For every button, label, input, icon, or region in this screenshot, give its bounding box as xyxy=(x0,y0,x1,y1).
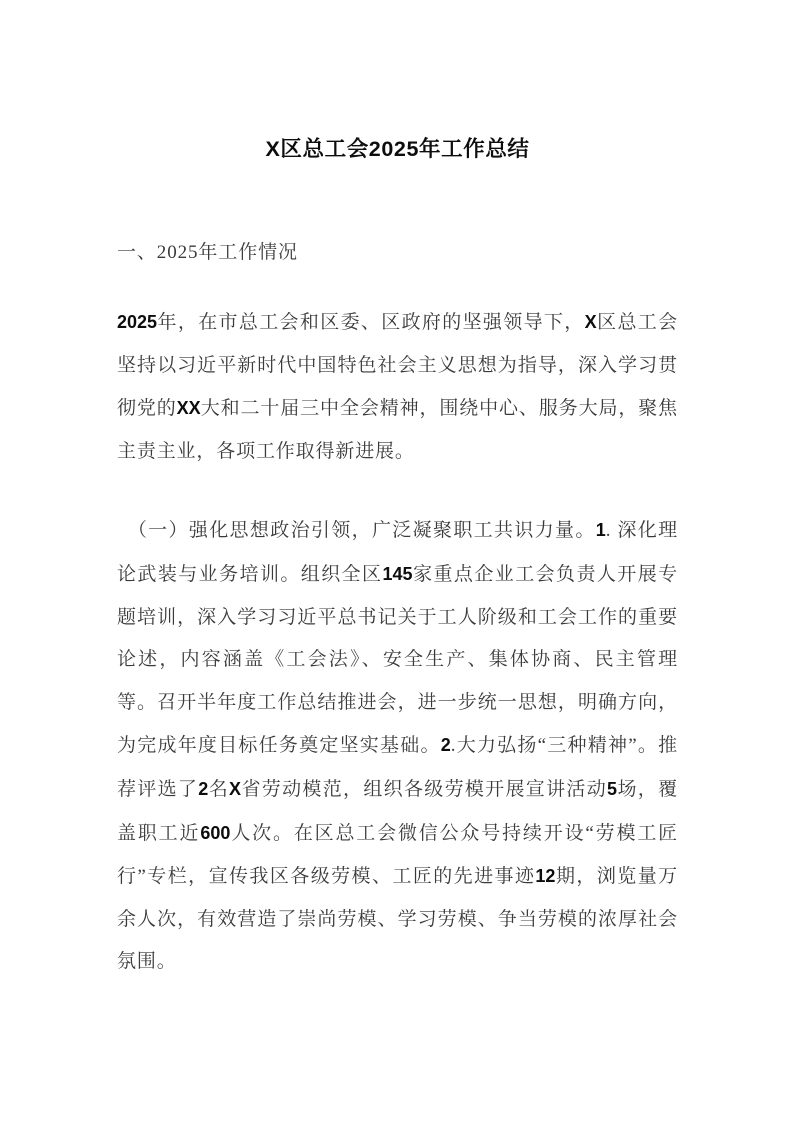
inline-figure: X xyxy=(584,312,597,332)
section-heading-1: 一、2025年工作情况 xyxy=(117,242,298,263)
inline-figure: 145 xyxy=(382,563,413,584)
document-body xyxy=(117,0,678,984)
inline-figure: X xyxy=(229,778,242,799)
inline-figure: 2025 xyxy=(117,312,158,332)
page-title: X区总工会2025年工作总结 xyxy=(265,137,530,161)
inline-figure: 5 xyxy=(607,778,618,799)
inline-figure: XX xyxy=(176,398,201,419)
paragraph-section-one-text: （一）强化思想政治引领，广泛凝聚职工共识力量。1. 深化理论武装与业务培训。组织全区145家重点企业工会负责人开展专题培训，深入学习习近平总书记关于工人阶级和工会工作的重要论述，内容涵盖《工会法》、安全生产、集体协商、民主管理等。召开半年度工作总结推进会，进一步统一思想，明确方向，为完成年度目标任务奠定坚实基础。2.大力弘扬“三种精神”。推荐评选了2名X省劳动模范，组织各级劳模开展宣讲活动5场，覆盖职工近600人次。在区总工会微信公众号持续开设“劳模工匠行”专栏，宣传我区各级劳模、工匠的先进事迹12期，浏览量万余人次，有效营造了崇尚劳模、学习劳模、争当劳模的浓厚社会氛围。 xyxy=(117,520,678,973)
inline-figure: 2 xyxy=(198,778,209,799)
paragraph-section-one xyxy=(117,473,678,984)
paragraph-overview-text: 2025年，在市总工会和区委、区政府的坚强领导下，X区总工会坚持以习近平新时代中国特色社会主义思想为指导，深入学习贯彻党的XX大和二十届三中全会精神，围绕中心、服务大局，聚焦主责主业，各项工作取得新进展。 xyxy=(117,312,678,462)
paragraph-overview xyxy=(117,268,678,473)
inline-figure: 2 xyxy=(440,735,451,756)
inline-figure: 1 xyxy=(595,520,606,541)
inline-figure: 600 xyxy=(200,822,231,843)
inline-figure: 12 xyxy=(535,866,556,887)
